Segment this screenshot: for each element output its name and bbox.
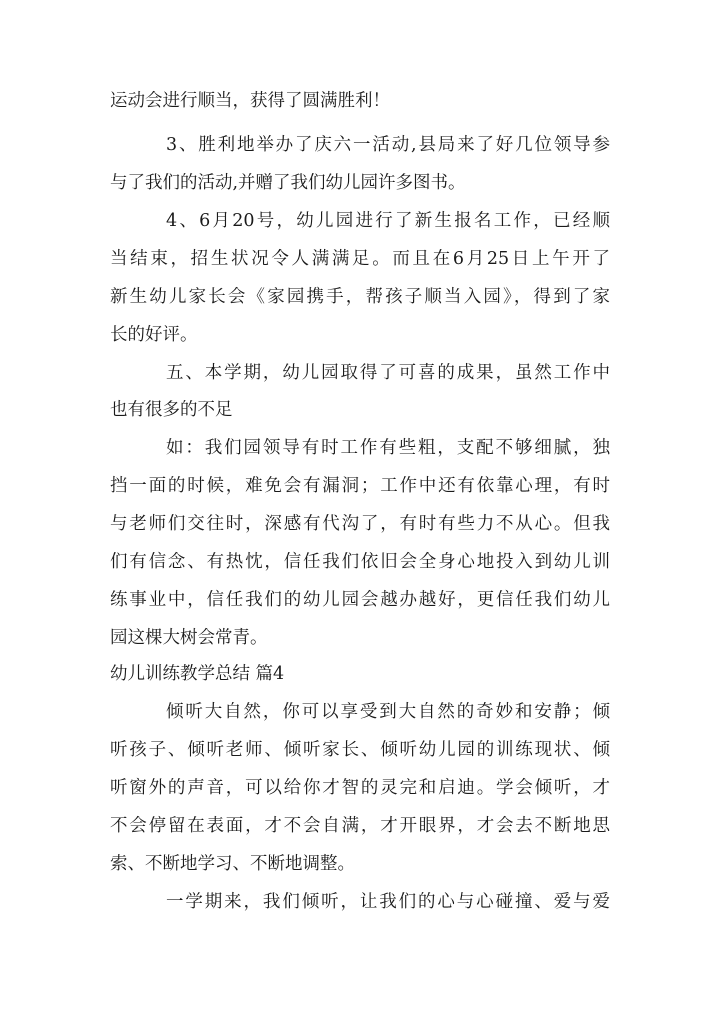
text-line-18: 听孩子、倾听老师、倾听家长、倾听幼儿园的训练现状、倾 (110, 740, 610, 760)
text-line-10: 如：我们园领导有时工作有些粗，支配不够细腻，独 (166, 438, 610, 458)
text-line-14: 练事业中，信任我们的幼儿园会越办越好，更信任我们幼儿 (110, 590, 610, 610)
section-heading: 幼儿训练教学总结 篇4 (110, 664, 285, 684)
text-line-4: 4、6月20号，幼儿园进行了新生报名工作，已经顺 (166, 211, 610, 231)
text-line-12: 与老师们交往时，深感有代沟了，有时有些力不从心。但我 (110, 514, 610, 534)
text-line-2: 3、胜利地举办了庆六一活动,县局来了好几位领导参 (166, 135, 610, 155)
text-line-17: 倾听大自然，你可以享受到大自然的奇妙和安静；倾 (166, 702, 610, 722)
text-line-7: 长的好评。 (110, 325, 198, 345)
text-line-9: 也有很多的不足 (110, 400, 233, 420)
text-line-5: 当结束，招生状况令人满满足。而且在6月25日上午开了 (110, 249, 610, 269)
text-line-8: 五、本学期，幼儿园取得了可喜的成果，虽然工作中 (166, 363, 610, 383)
text-line-15: 园这棵大树会常青。 (110, 628, 268, 648)
text-line-21: 索、不断地学习、不断地调整。 (110, 854, 355, 874)
text-line-20: 不会停留在表面，才不会自满，才开眼界，才会去不断地思 (110, 816, 610, 836)
text-line-19: 听窗外的声音，可以给你才智的灵完和启迪。学会倾听，才 (110, 778, 610, 798)
text-line-13: 们有信念、有热忱，信任我们依旧会全身心地投入到幼儿训 (110, 552, 610, 572)
text-line-3: 与了我们的活动,并赠了我们幼儿园许多图书。 (110, 173, 466, 193)
text-line-6: 新生幼儿家长会《家园携手，帮孩子顺当入园》，得到了家 (110, 287, 610, 307)
text-line-22: 一学期来，我们倾听，让我们的心与心碰撞、爱与爱 (166, 892, 610, 912)
text-line-1: 运动会进行顺当，获得了圆满胜利！ (110, 91, 390, 111)
text-line-11: 挡一面的时候，难免会有漏洞；工作中还有依靠心理，有时 (110, 476, 610, 496)
